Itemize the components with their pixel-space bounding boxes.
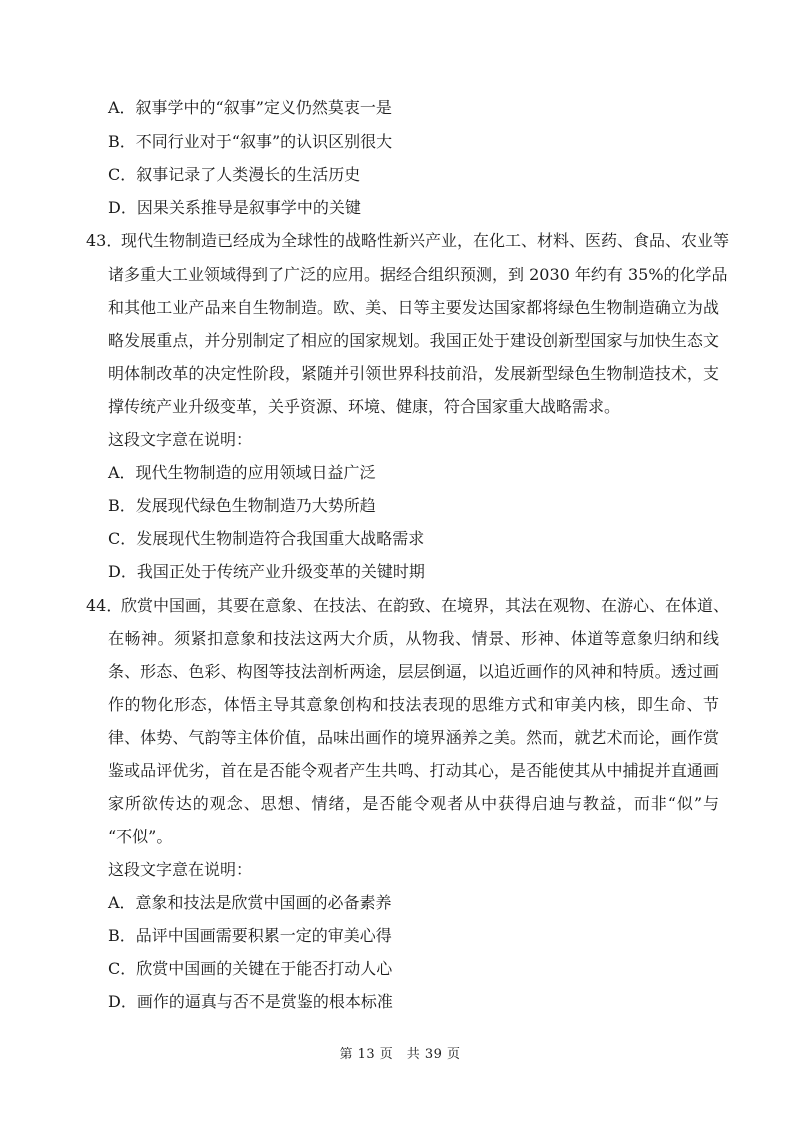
q42-option-c: C．叙事记录了人类漫长的生活历史	[108, 165, 361, 184]
q42-option-d: D．因果关系推导是叙事学中的关键	[108, 198, 361, 217]
q44-text-line: 律、体势、气韵等主体价值，品味出画作的境界涵养之美。然而，就艺术而论，画作赏	[108, 728, 719, 747]
q44-text-line: 鉴或品评优劣，首在是否能令观者产生共鸣、打动其心，是否能使其从中捕捉并直通画	[108, 761, 719, 780]
q43-option-a: A．现代生物制造的应用领域日益广泛	[108, 463, 376, 482]
q44-text-line: 条、形态、色彩、构图等技法剖析两途，层层倒逼，以追近画作的风神和特质。透过画	[108, 662, 719, 681]
q43-number: 43．	[86, 231, 123, 250]
q43-prompt: 这段文字意在说明：	[108, 430, 253, 449]
q44-option-a: A．意象和技法是欣赏中国画的必备素养	[108, 893, 392, 912]
q44-text-line: 作的物化形态，体悟主导其意象创构和技法表现的思维方式和审美内核，即生命、节	[108, 695, 719, 714]
q43-text-line: 现代生物制造已经成为全球性的战略性新兴产业，在化工、材料、医药、食品、农业等	[121, 231, 730, 250]
q44-prompt: 这段文字意在说明：	[108, 860, 253, 879]
q43-text-line: 明体制改革的决定性阶段，紧随并引领世界科技前沿，发展新型绿色生物制造技术，支	[108, 364, 719, 383]
q44-number: 44．	[86, 596, 123, 615]
q43-text-line: 和其他工业产品来自生物制造。欧、美、日等主要发达国家都将绿色生物制造确立为战	[108, 298, 719, 317]
q42-option-a: A．叙事学中的“叙事”定义仍然莫衷一是	[108, 98, 392, 117]
q44-text-line: 在畅神。须紧扣意象和技法这两大介质，从物我、情景、形神、体道等意象归纳和线	[108, 629, 719, 648]
q44-text-line: 家所欲传达的观念、思想、情绪，是否能令观者从中获得启迪与教益，而非“似”与	[108, 794, 719, 813]
q44-text-line: “不似”。	[108, 827, 173, 846]
q43-option-b: B．发展现代绿色生物制造乃大势所趋	[108, 496, 376, 515]
q44-option-d: D．画作的逼真与否不是赏鉴的根本标准	[108, 992, 393, 1011]
q43-text-line: 诸多重大工业领域得到了广泛的应用。据经合组织预测，到 2030 年约有 35%的化学品	[108, 265, 728, 284]
q43-option-c: C．发展现代生物制造符合我国重大战略需求	[108, 529, 425, 548]
q44-option-b: B．品评中国画需要积累一定的审美心得	[108, 926, 392, 945]
q43-option-d: D．我国正处于传统产业升级变革的关键时期	[108, 562, 425, 581]
page-footer: 第 13 页 共 39 页	[339, 1047, 461, 1062]
q43-text-line: 略发展重点，并分别制定了相应的国家规划。我国正处于建设创新型国家与加快生态文	[108, 331, 719, 350]
q44-text-line: 欣赏中国画，其要在意象、在技法、在韵致、在境界，其法在观物、在游心、在体道、	[121, 596, 730, 615]
q44-option-c: C．欣赏中国画的关键在于能否打动人心	[108, 959, 393, 978]
q43-text-line: 撑传统产业升级变革，关乎资源、环境、健康，符合国家重大战略需求。	[108, 397, 621, 416]
q42-option-b: B．不同行业对于“叙事”的认识区别很大	[108, 132, 393, 151]
